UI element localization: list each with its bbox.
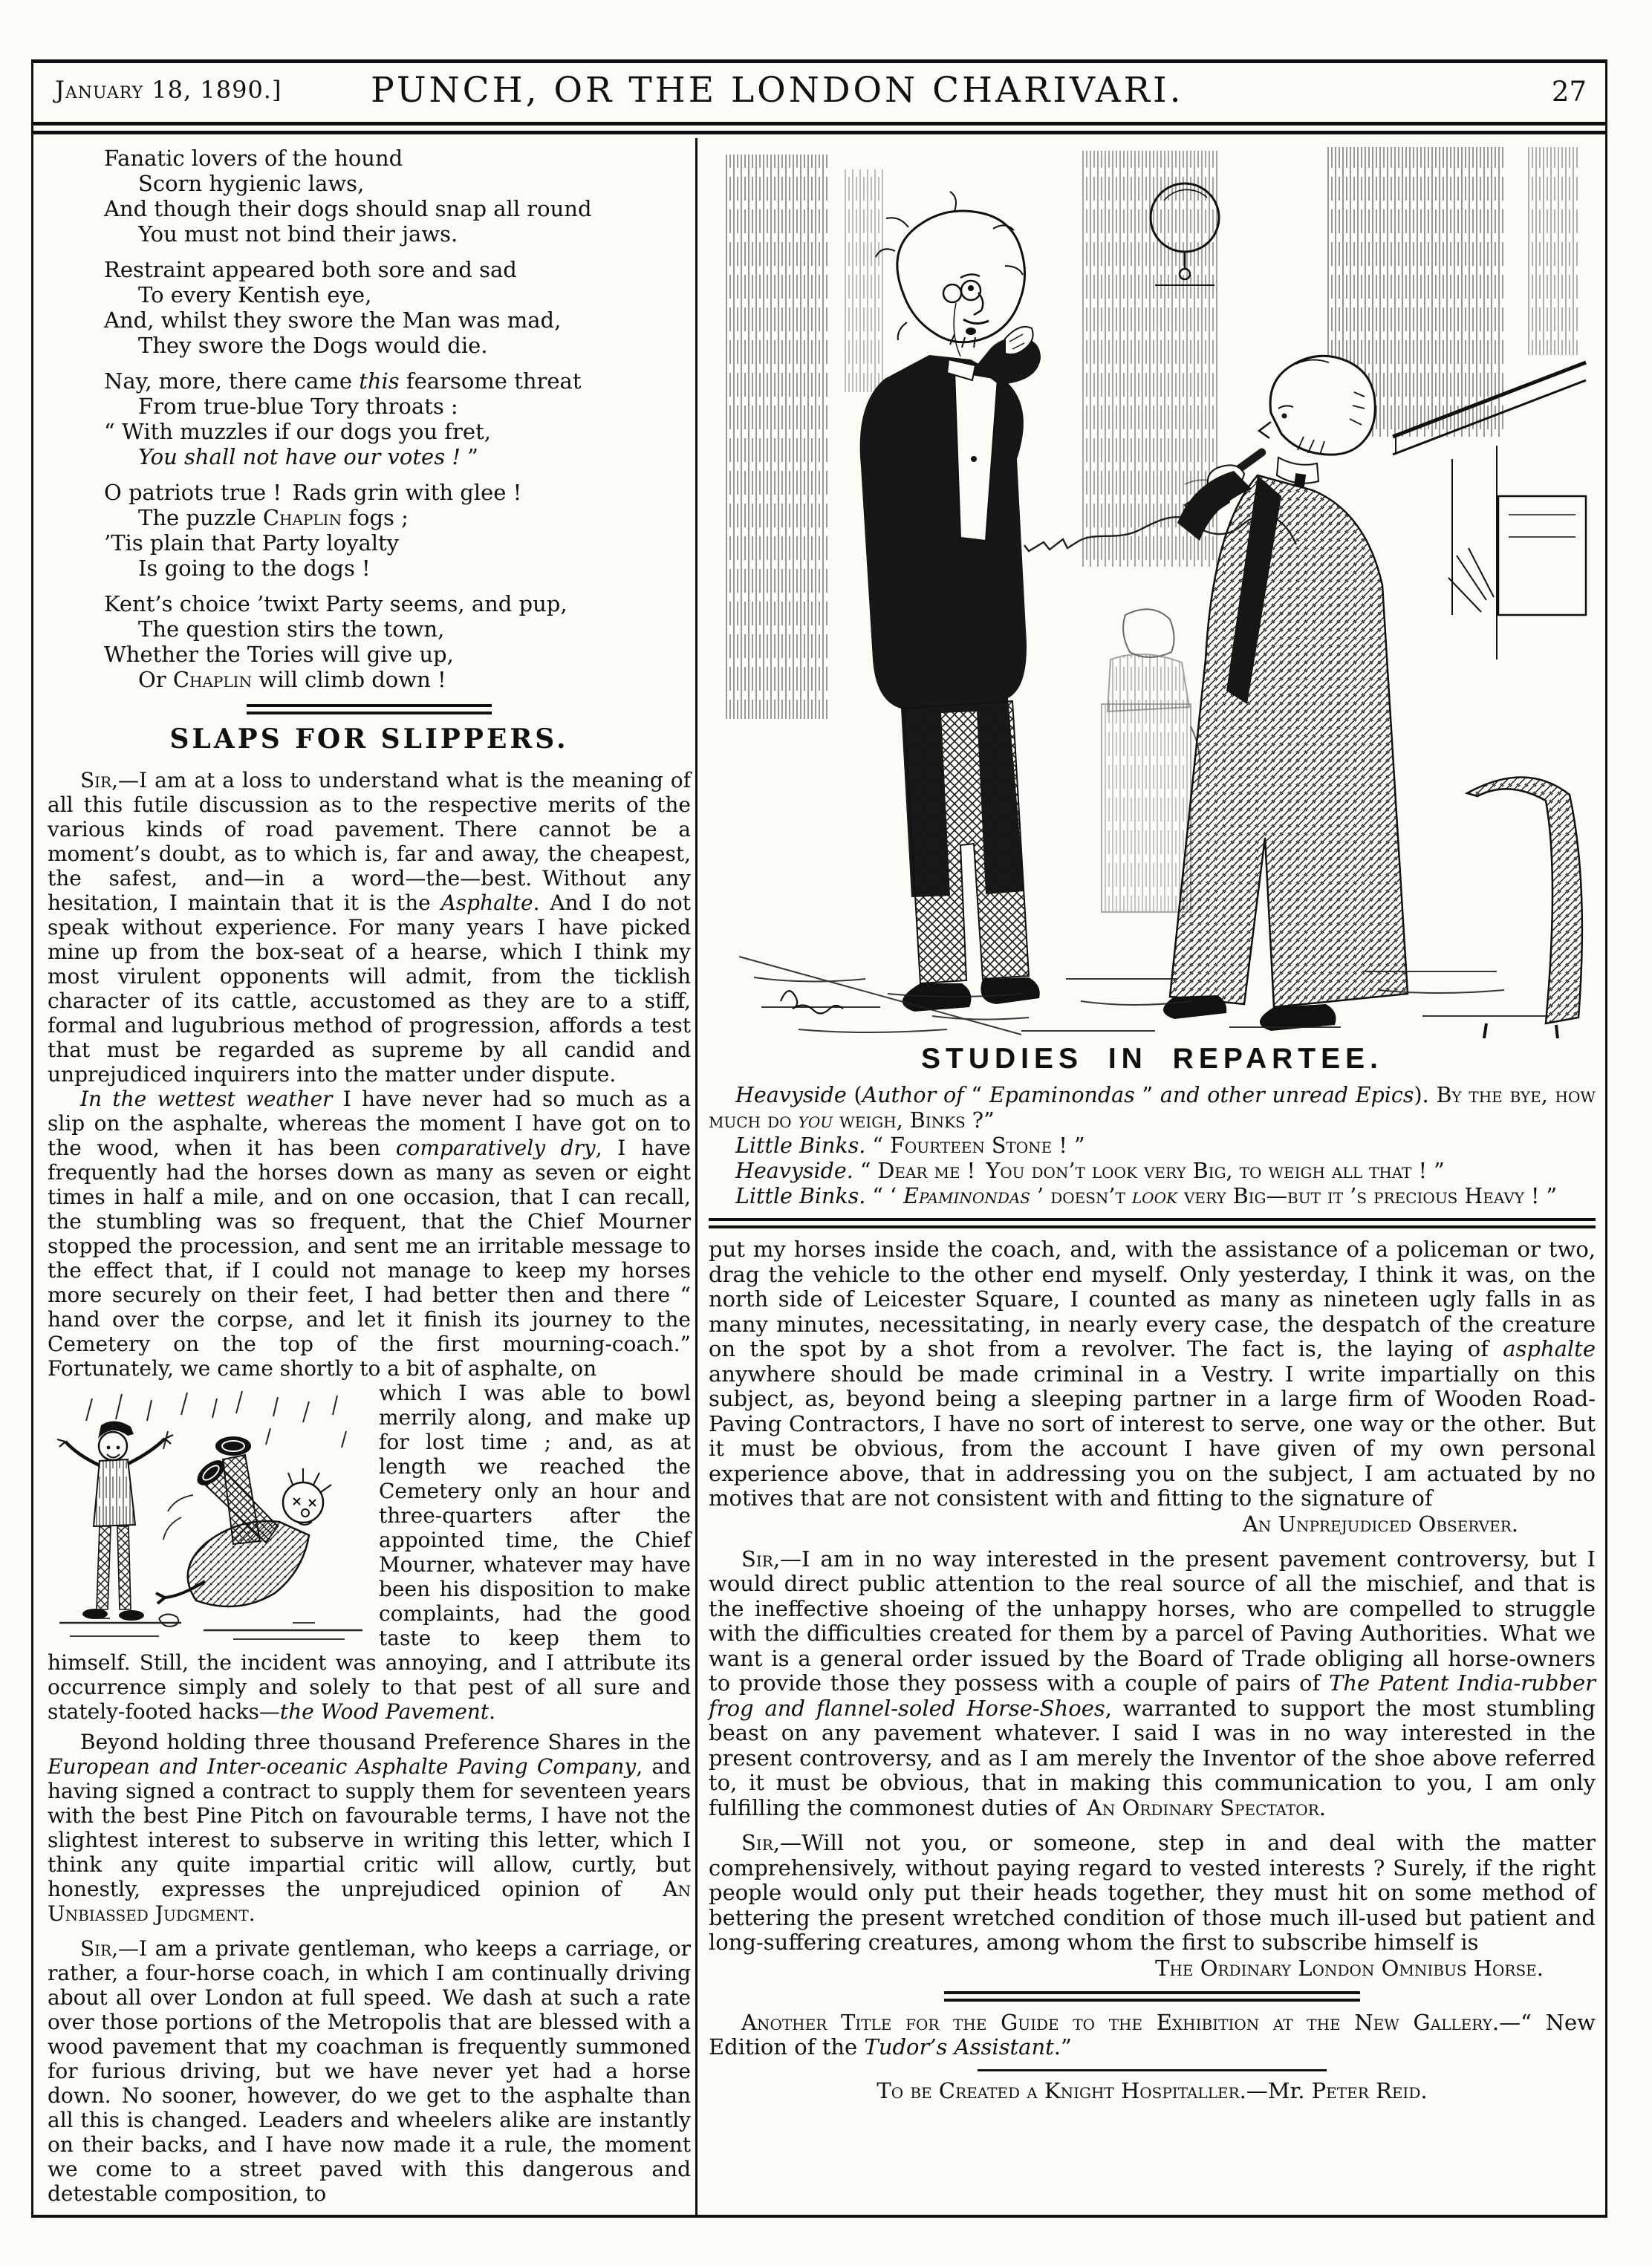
poem-line: Is going to the dogs ! xyxy=(138,556,371,581)
poem-line: O patriots true ! Rads grin with glee ! xyxy=(104,480,522,505)
poem-line: The puzzle Chaplin fogs ; xyxy=(138,505,409,530)
letter-paragraph-text: which I was able to bowl merrily along, and make up for lost time ; and, as at length we reached the Cemetery only an hour and three-quarters after the appointed time, the Chief Mourner, whatever may have been his disposition to make complaints, had the good taste to keep them to himself. Still, the incident was annoying, and I attribute its occurrence simply and solely to that pest of all sure and stately-footed hacks—the Wood Pavement. xyxy=(48,1381,691,1724)
caption-line: Heavyside (Author of “ Epaminondas ” and other unread Epics). By the bye, how much do you weigh, Binks ?” xyxy=(709,1083,1596,1133)
caption-divider-rule xyxy=(709,1218,1596,1228)
poem-line: From true-blue Tory throats : xyxy=(138,394,458,419)
poem-line: The question stirs the town, xyxy=(138,616,445,642)
left-column xyxy=(48,146,691,2206)
chair xyxy=(1467,777,1582,1038)
poem-stanza xyxy=(104,146,691,247)
misc-item: To be Created a Knight Hospitaller.—Mr. Peter Reid. xyxy=(877,2077,1428,2103)
caption-line: Little Binks. “ ‘ Epaminondas ’ doesn’t look very Big—but it ’s precious Heavy ! ” xyxy=(735,1184,1558,1208)
poem-line: They swore the Dogs would die. xyxy=(138,333,488,358)
top-border-rule xyxy=(31,59,1607,63)
letter-signature: The Ordinary London Omnibus Horse. xyxy=(1155,1955,1544,1981)
letter-paragraph: Beyond holding three thousand Preference Shares in the European and Inter-oceanic Asphalte Paving Company, and having signed a contract to supply them for seventeen years with the best Pine Pitch on favourable terms, I have not the slightest interest to subserve in writing this letter, which I think any quite impartial critic will allow, curtly, but honestly, expresses the unprejudiced opinion of An Unbiassed Judgment. xyxy=(48,1730,692,1926)
poem-stanza xyxy=(104,368,691,469)
page-title: PUNCH, OR THE LONDON CHARIVARI. xyxy=(371,70,1184,111)
letter-paragraph: Sir,—Will not you, or someone, step in and deal with the matter comprehensively, without paying regard to vested interests ? Surely, if the right people would only put their heads together, they must hit on some method of bettering the present wretched condition of those much ill-used but patient and long-suffering creatures, among whom the first to subscribe himself is xyxy=(709,1830,1596,1955)
cartoon-title: STUDIES IN REPARTEE. xyxy=(920,1043,1383,1075)
poem-stanza xyxy=(104,591,691,692)
repartee-cartoon-illustration xyxy=(709,140,1596,1038)
poem-line: Whether the Tories will give up, xyxy=(104,642,454,667)
poem-line: Fanatic lovers of the hound xyxy=(104,146,403,171)
poem-line: “ With muzzles if our dogs you fret, xyxy=(104,419,491,444)
section-divider-rule xyxy=(944,1991,1360,2002)
right-column xyxy=(709,140,1596,2103)
right-border-rule xyxy=(1605,59,1607,2218)
heavyside-figure xyxy=(860,192,1041,1012)
poem-block xyxy=(104,146,691,692)
poem-line: Scorn hygienic laws, xyxy=(138,171,365,196)
poem-line: Or Chaplin will climb down ! xyxy=(138,667,446,692)
bottom-border-rule xyxy=(31,2215,1607,2218)
letter-paragraph: put my horses inside the coach, and, with the assistance of a policeman or two, drag the vehicle to the other end myself. Only yesterday, I think it was, on the north side of Leicester Square, I counted as many as nineteen ugly falls in as many minutes, necessitating, in nearly every case, the despatch of the creature on the spot by a shot from a revolver. The fact is, the laying of asphalte anywhere should be made criminal in a Vestry. I write impartially on this subject, as, beyond being a sleeping partner in a large firm of Wooden Road-Paving Contractors, I have no sort of interest to serve, one way or the other. But it must be obvious, from the account I have given of my own personal experience above, that in addressing you on the subject, I am actuated by no motives that are not consistent with and fitting to the signature of xyxy=(709,1237,1596,1511)
poem-line: Nay, more, there came this fearsome threat xyxy=(104,368,582,394)
article-heading: SLAPS FOR SLIPPERS. xyxy=(169,723,569,755)
caption-line: Little Binks. “ Fourteen Stone ! ” xyxy=(735,1133,1085,1158)
letter-paragraph: In the wettest weather I have never had so much as a slip on the asphalte, whereas the moment I have got on to the wood, when it has been comparatively dry, I have frequently had the horses down as many as seven or eight times in half a mile, and on one occasion, that I can recall, the stumbling was so frequent, that the Chief Mourner stopped the procession, and sent me an irritable message to the effect that, if I could not manage to keep my horses more securely on their feet, I had better then and there “ hand over the corpse, and let it finish its journey to the Cemetery on the top of the first mourning-coach.” Fortunately, we came shortly to a bit of asphalte, on xyxy=(48,1087,691,1381)
page-number: 27 xyxy=(1551,76,1587,108)
poem-line: Kent’s choice ’twixt Party seems, and pup, xyxy=(104,591,568,616)
column-divider-rule xyxy=(695,138,697,2215)
fallen-man xyxy=(156,1436,331,1606)
poem-stanza xyxy=(104,480,691,581)
issue-date: January 18, 1890.] xyxy=(55,76,282,104)
misc-item: Another Title for the Guide to the Exhibition at the New Gallery.—“ New Edition of the Tudor’s Assistant.” xyxy=(709,2009,1596,2060)
letter-paragraph: Sir,—I am in no way interested in the present pavement controversy, but I would direct public attention to the real source of all the mischief, and that is the ineffective shoeing of the unhappy horses, who are compelled to struggle with the difficulties created for them by a parcel of Paving Authorities. What we want is a general order issued by the Board of Trade obliging all horse-owners to provide those they possess with a couple of pairs of The Patent India-rubber frog and flannel-soled Horse-Shoes, warranted to support the most stumbling beast on any pavement whatever. I said I was in no way interested in the present controversy, and as I am merely the Inventor of the shoe above referred to, it must be obvious, that in making this communication to you, I am only fulfilling the commonest duties of An Ordinary Spectator. xyxy=(709,1546,1596,1820)
poem-line: Restraint appeared both sore and sad xyxy=(104,257,517,282)
fallen-man-illustration xyxy=(48,1384,367,1645)
poem-line: You shall not have our votes ! ” xyxy=(138,444,479,469)
poem-line: You must not bind their jaws. xyxy=(138,221,458,247)
item-divider-rule xyxy=(978,2069,1327,2071)
left-border-rule xyxy=(31,59,33,2218)
poem-line: And, whilst they swore the Man was mad, xyxy=(104,307,562,333)
poem-line: To every Kentish eye, xyxy=(138,282,372,307)
poem-stanza xyxy=(104,257,691,358)
section-divider-rule xyxy=(247,704,492,714)
letter-signature: An Unprejudiced Observer. xyxy=(1242,1511,1518,1537)
ground-strokes xyxy=(59,1614,362,1639)
caption-line: Heavyside. “ Dear me ! You don’t look very Big, to weigh all that ! ” xyxy=(735,1159,1445,1183)
floor-strokes xyxy=(739,957,1549,1035)
poem-line: And though their dogs should snap all round xyxy=(104,196,592,221)
laughing-boy xyxy=(57,1421,173,1621)
poem-line: ’Tis plain that Party loyalty xyxy=(104,530,400,556)
letter-paragraph: Sir,—I am at a loss to understand what is the meaning of all this futile discussion as to the respective merits of the various kinds of road pavement. There cannot be a moment’s doubt, as to which is, far and away, the cheapest, the safest, and—in a word—the—best. Without any hesitation, I maintain that it is the Asphalte. And I do not speak without experience. For many years I have picked mine up from the box-seat of a hearse, which I think my most virulent opponents will admit, from the ticklish character of its cattle, accustomed as they are to a stiff, formal and lugubrious method of progression, affords a test that must be regarded as supreme by all candid and unprejudiced inquirers into the matter under dispute. xyxy=(48,768,691,1087)
header-double-rule xyxy=(31,122,1607,134)
artist-signature xyxy=(781,991,843,1013)
letter-paragraph xyxy=(48,1381,691,1724)
letter-paragraph: Sir,—I am a private gentleman, who keeps a carriage, or rather, a four-horse coach, in which I am continually driving about all over London at full speed. We dash at such a rate over those portions of the Metropolis that are blessed with a wood pavement that my coachman is frequently summoned for furious driving, but we have never yet had a horse down. No sooner, however, do we get to the asphalte than all this is changed. Leaders and wheelers alike are instantly on their backs, and I have now made it a rule, the moment we come to a street paved with this dangerous and detestable composition, to xyxy=(48,1936,691,2206)
